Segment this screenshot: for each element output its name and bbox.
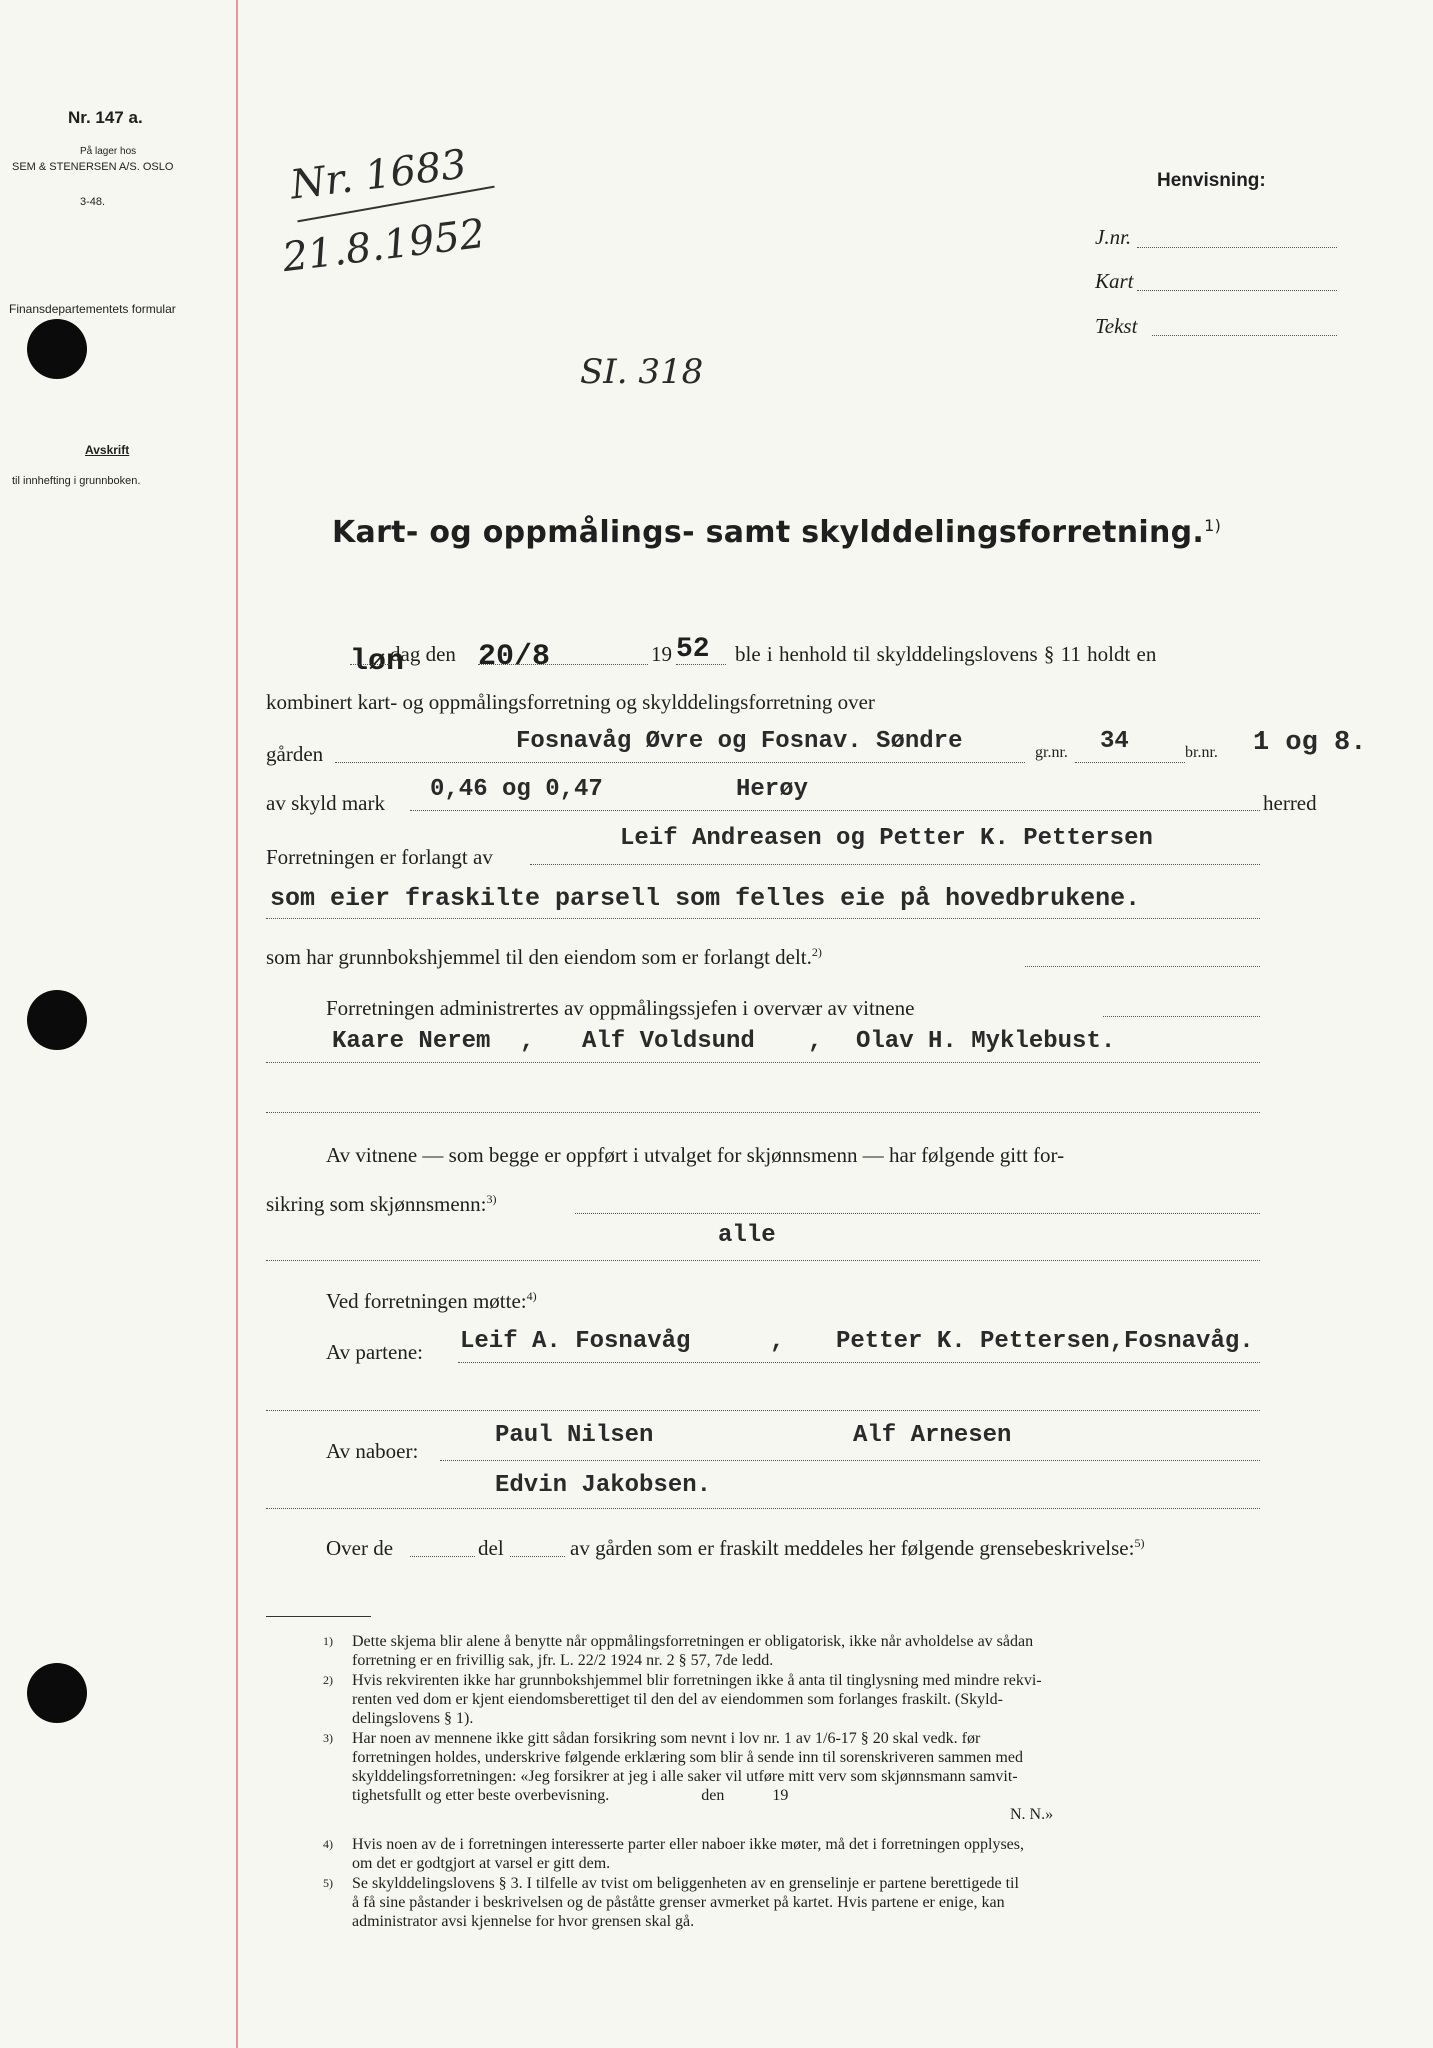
- naboer-field: [440, 1460, 1260, 1461]
- date-value: 20/8: [478, 640, 551, 674]
- footnote-1-line: forretning er en frivillig sak, jfr. L. 22/2 1924 nr. 2 § 57, 7de ledd.: [352, 1652, 774, 1669]
- admin-field: [1103, 1016, 1260, 1017]
- document-title: [332, 515, 1221, 550]
- footnote-3-line: forretningen holdes, underskrive følgende erklæring som blir å sende inn til sorenskriveren sammen med: [352, 1749, 1023, 1766]
- footnote-4-line: om det er godtgjort at varsel er gitt dem.: [352, 1855, 611, 1872]
- reference-title: Henvisning:: [1157, 170, 1266, 191]
- naboer-field-2: [266, 1508, 1260, 1509]
- mote-note: 4): [526, 1289, 537, 1303]
- ref-handwritten: SI. 318: [580, 352, 704, 392]
- comma: ,: [770, 1328, 785, 1355]
- year-suffix: 52: [676, 634, 710, 665]
- mote-label-span: Ved forretningen møtte:: [326, 1289, 527, 1313]
- naboer-label: Av naboer:: [326, 1439, 419, 1463]
- herred-label: herred: [1263, 791, 1317, 815]
- grnr-value: 34: [1100, 728, 1129, 755]
- del-field: [510, 1556, 565, 1557]
- footnote-3-line: skylddelingsforretningen: «Jeg forsikrer at jeg i alle saker vil utføre mitt verv som skjønnsmann samvit-: [352, 1768, 1018, 1785]
- vitne-note: 3): [486, 1192, 497, 1206]
- hjemmel-note: 2): [811, 945, 822, 959]
- doc-number-handwritten: Nr. 1683: [287, 141, 470, 209]
- footnote-5-line: administrator avsi kjennelse for hvor grensen skal gå.: [352, 1913, 695, 1930]
- comma: ,: [808, 1028, 823, 1055]
- footnote-5-line: å få sine påstander i beskrivelsen og de påståtte grenser avmerket på kartet. Hvis partene er enige, kan: [352, 1894, 1005, 1911]
- skyld-label: av skyld mark: [266, 791, 385, 815]
- over-label: Over de: [326, 1536, 394, 1560]
- intro-tail: ble i henhold til skylddelingslovens § 11 holdt en: [735, 642, 1157, 666]
- hjemmel-field: [1025, 966, 1260, 967]
- footnote-2-line: delingslovens § 1).: [352, 1710, 474, 1727]
- over-tail-span: av gården som er fraskilt meddeles her følgende grensebeskrivelse:: [570, 1536, 1135, 1560]
- grnr-label: gr.nr.: [1035, 744, 1068, 761]
- vitne-line2: [266, 1192, 497, 1217]
- footnote-3-line: Har noen av mennene ikke gitt sådan forsikring som nevnt i lov nr. 1 av 1/6-17 § 20 skal vedk. før: [352, 1730, 981, 1747]
- day-value: løn: [350, 645, 405, 679]
- forlangt-line2: som eier fraskilte parsell som felles eie på hovedbrukene.: [270, 884, 1141, 913]
- forlangt-label: Forretningen er forlangt av: [266, 845, 493, 869]
- footnote-5-line: Se skylddelingslovens § 3. I tilfelle av tvist om beliggenheten av en grenselinje er partene berettigede til: [352, 1875, 1019, 1892]
- footnote-4-line: Hvis noen av de i forretningen interesserte parter eller naboer ikke møter, må det i forretningen opplyses,: [352, 1836, 1025, 1853]
- witness-field-2: [266, 1112, 1260, 1113]
- publisher-line1: På lager hos: [80, 146, 137, 157]
- neighbor-1: Paul Nilsen: [495, 1422, 654, 1449]
- witness-field-1: [266, 1062, 1260, 1063]
- vitne-line2-span: sikring som skjønnsmenn:: [266, 1192, 487, 1216]
- vitne-field: [575, 1213, 1260, 1214]
- witness-1: Kaare Nerem: [332, 1028, 491, 1055]
- intro-line2: kombinert kart- og oppmålingsforretning og skylddelingsforretning over: [266, 690, 875, 714]
- tekst-label: Tekst: [1095, 314, 1138, 338]
- punch-hole: [27, 1663, 87, 1723]
- tekst-field: [1152, 335, 1337, 336]
- form-number: Nr. 147 a.: [68, 108, 143, 127]
- skyld-field: [410, 810, 1260, 811]
- footnote-number: 1): [323, 1634, 333, 1648]
- mote-label: [326, 1289, 537, 1314]
- footnote-3-line: tighetsfullt og etter beste overbevisning. den 19: [352, 1787, 789, 1804]
- garden-label: gården: [266, 742, 324, 766]
- footnote-number: 3): [323, 1731, 333, 1745]
- year-prefix: 19: [651, 642, 672, 666]
- date-field: [478, 664, 648, 665]
- vitne-field-2: [266, 1260, 1260, 1261]
- vitne-line1: Av vitnene — som begge er oppført i utvalget for skjønnsmenn — har følgende gitt for-: [326, 1143, 1065, 1167]
- footnote-number: 4): [323, 1837, 333, 1851]
- neighbor-3: Edvin Jakobsen.: [495, 1472, 712, 1499]
- kart-label: Kart: [1095, 269, 1134, 293]
- footnote-number: 2): [323, 1673, 333, 1687]
- title-note: 1): [1204, 516, 1222, 535]
- dag-label: dag den: [390, 642, 456, 666]
- margin-line: [236, 0, 238, 2048]
- footnote-number: 5): [323, 1876, 333, 1890]
- copy-label: Avskrift: [85, 443, 130, 457]
- footnote-1-line: Dette skjema blir alene å benytte når oppmålingsforretningen er obligatorisk, ikke når avholdelse av sådan: [352, 1633, 1034, 1650]
- footnote-separator: [266, 1616, 371, 1617]
- jnr-field: [1137, 247, 1337, 248]
- partene-field-2: [266, 1410, 1260, 1411]
- neighbor-2: Alf Arnesen: [853, 1422, 1012, 1449]
- over-note: 5): [1134, 1536, 1145, 1550]
- comma: ,: [520, 1028, 535, 1055]
- forlangt-value: Leif Andreasen og Petter K. Pettersen: [620, 825, 1153, 852]
- publisher-line2: SEM & STENERSEN A/S. OSLO: [12, 161, 174, 173]
- punch-hole: [27, 990, 87, 1050]
- over-tail: [570, 1536, 1144, 1561]
- year-field: [676, 664, 726, 665]
- witness-3: Olav H. Myklebust.: [856, 1028, 1116, 1055]
- del-label: del: [478, 1536, 504, 1560]
- skyld-value: 0,46 og 0,47: [430, 776, 603, 803]
- vitne-value: alle: [718, 1222, 776, 1249]
- forlangt-field-2: [266, 918, 1260, 919]
- herred-value: Herøy: [736, 776, 809, 803]
- grnr-field: [1075, 762, 1185, 763]
- footnote-2-line: Hvis rekvirenten ikke har grunnbokshjemmel blir forretningen ikke å anta til tinglysning med mindre rekvi-: [352, 1672, 1042, 1689]
- ministry-form: Finansdepartementets formular: [9, 302, 176, 316]
- jnr-label: J.nr.: [1095, 225, 1132, 249]
- over-field: [410, 1556, 475, 1557]
- party-2: Petter K. Pettersen,Fosnavåg.: [836, 1328, 1254, 1355]
- witness-2: Alf Voldsund: [582, 1028, 755, 1055]
- partene-label: Av partene:: [326, 1340, 423, 1364]
- day-field: [350, 664, 390, 665]
- garden-field: [335, 762, 1025, 763]
- copy-sub: til innhefting i grunnboken.: [12, 475, 141, 487]
- hjemmel-text: [266, 945, 822, 970]
- footnote-2-line: renten ved dom er kjent eiendomsberettiget til den del av eiendommen som forlanges fraskilt. (Skyld-: [352, 1691, 1003, 1708]
- garden-value: Fosnavåg Øvre og Fosnav. Søndre: [516, 728, 963, 755]
- partene-field: [458, 1362, 1260, 1363]
- hjemmel-text-span: som har grunnbokshjemmel til den eiendom som er forlangt delt.: [266, 945, 812, 969]
- forlangt-field: [530, 864, 1260, 865]
- edition: 3-48.: [80, 196, 106, 208]
- title-text: Kart- og oppmålings- samt skylddelingsforretning.: [332, 515, 1205, 550]
- date-handwritten: 21.8.1952: [279, 210, 488, 282]
- brnr-value: 1 og 8.: [1253, 728, 1367, 758]
- kart-field: [1137, 290, 1337, 291]
- footnote-nn: N. N.»: [1010, 1806, 1054, 1823]
- brnr-label: br.nr.: [1185, 744, 1218, 761]
- party-1: Leif A. Fosnavåg: [460, 1328, 691, 1355]
- admin-text: Forretningen administrertes av oppmålingssjefen i overvær av vitnene: [326, 996, 915, 1020]
- punch-hole: [27, 319, 87, 379]
